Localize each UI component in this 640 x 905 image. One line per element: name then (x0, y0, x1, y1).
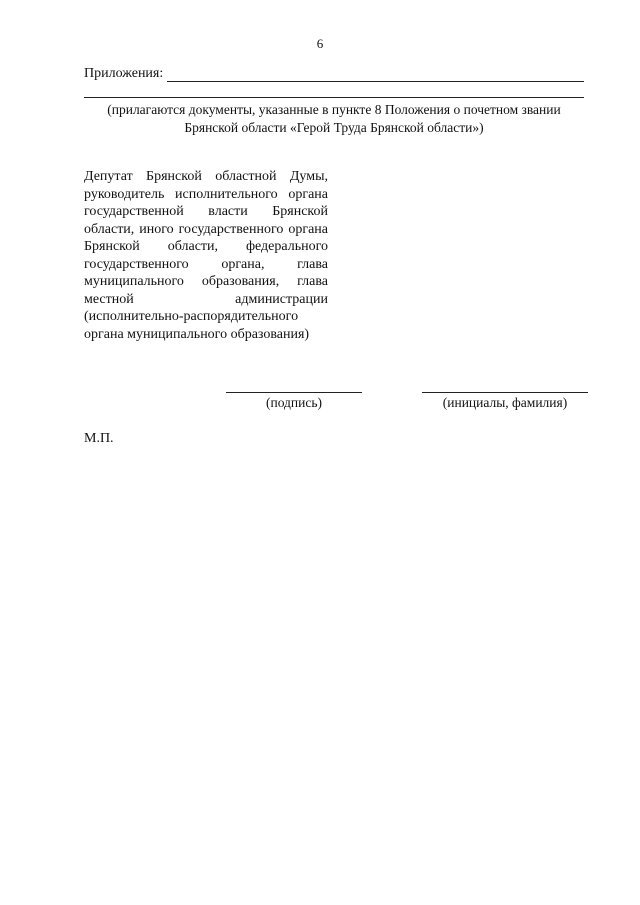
attachments-hint: (прилагаются документы, указанные в пункте 8 Положения о почетном звании Брянской области «Герой Труда Брянской области») (107, 102, 561, 135)
attachments-label: Приложения: (84, 66, 164, 81)
attachments-second-line (84, 97, 584, 98)
signature-caption: (подпись) (265, 395, 323, 410)
attachments-fill-line (167, 69, 584, 82)
signer-position: Депутат Брянской областной Думы, руководитель исполнительного органа государственной власти Брянской области, иного государственного органа Брянской области, федерального государственного органа, глава муниципального образования, глава местной администрации (исполнительно-распорядительного органа муниципального образования) (84, 169, 328, 342)
attachments-row (84, 64, 584, 82)
stamp-placeholder: М.П. (84, 431, 114, 446)
name-caption: (инициалы, фамилия) (442, 395, 568, 410)
name-line (422, 392, 588, 393)
signature-line (226, 392, 362, 393)
page-number: 6 (316, 36, 324, 51)
